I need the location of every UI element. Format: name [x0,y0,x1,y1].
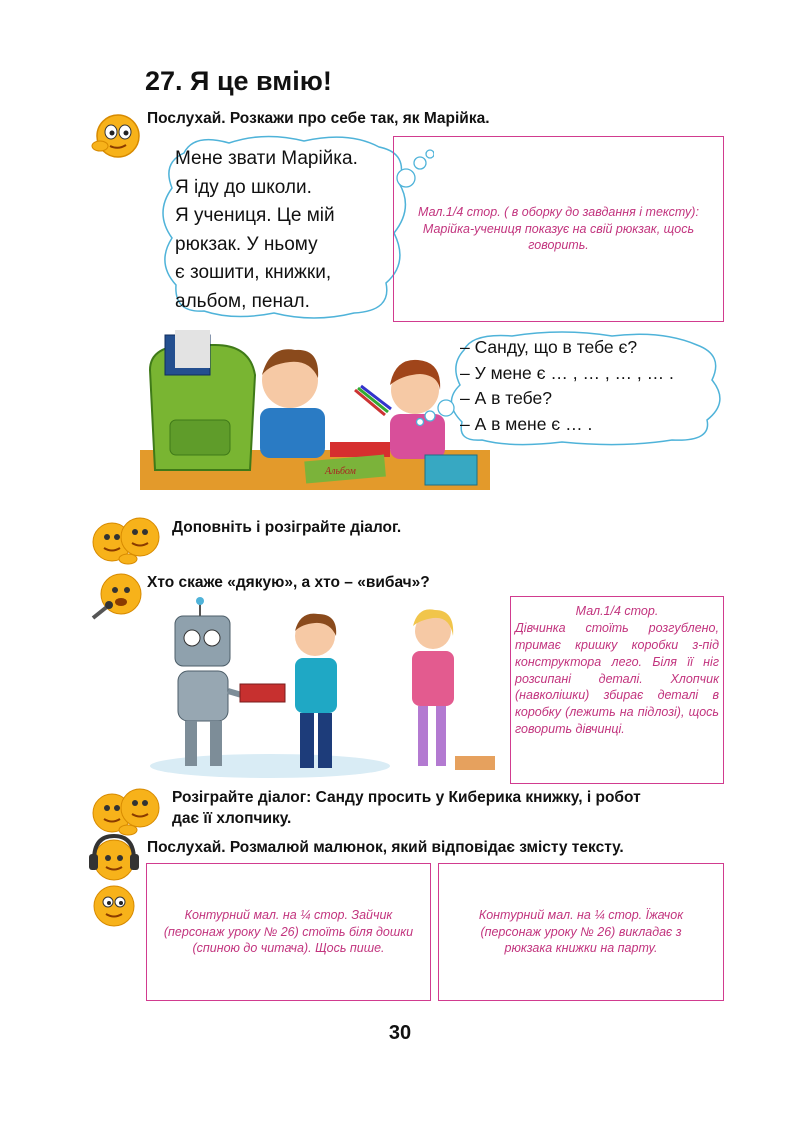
cloud-line: Я учениця. Це мій [175,205,335,226]
placeholder-heading: Мал.1/4 стор. [575,604,659,618]
album-label: Альбом [325,466,356,477]
two-smileys-icon [90,515,168,565]
dialog-line: – У мене є … , … , … , … . [460,362,674,383]
task4-instruction-line2: дає її хлопчику. [172,810,292,827]
robot-boy-girl-illustration [150,596,510,780]
placeholder-text: Контурний мал. на ¼ стор. Їжачок (персонаж уроку № 26) викладає з рюкзака книжки на парту. [478,907,684,956]
headphones-smiley-icon [86,834,142,932]
cloud-line: Мене звати Марійка. [175,148,358,169]
thinking-smiley-icon [88,110,142,160]
illustration-placeholder-bunny [146,863,431,1001]
two-smileys-icon [90,786,168,836]
cloud-line: Я іду до школи. [175,176,312,198]
task4-instruction-line1: Розіграйте діалог: Санду просить у Киберика книжку, і робот [172,789,641,806]
cloud-line: альбом, пенал. [175,290,310,312]
illustration-placeholder-hedgehog [438,863,724,1001]
dialog-line: – А в мене є … . [460,413,593,434]
task3-instruction: Хто скаже «дякую», а хто – «вибач»? [147,574,430,591]
dialog-line: – Санду, що в тебе є? [460,337,638,357]
dialog-text [460,335,674,437]
microphone-smiley-icon [88,570,143,622]
cloud-line: рюкзак. У ньому [175,233,318,255]
illustration-placeholder-marijka [393,136,724,322]
placeholder-text: Контурний мал. на ¼ стор. Зайчик (персонаж уроку № 26) стоїть біля дошки (спиною до читача). Щось пише. [163,907,414,956]
task5-instruction: Послухай. Розмалюй малюнок, який відповідає змісту тексту. [147,839,624,856]
placeholder-text: Дівчинка стоїть розгублено, тримає кришку коробки з-під конструктора лего. Біля її ніг розсипані деталі. Хлопчик (навколішки) збирає деталі в коробку (лежить на підлозі), щось говорить дівчинці. [515,620,719,737]
page-number: 30 [388,1022,412,1044]
illustration-placeholder-lego [510,596,724,784]
task2-instruction: Доповніть і розіграйте діалог. [172,519,402,536]
lesson-title: 27. Я це вмію! [145,66,332,96]
dialog-line: – А в тебе? [460,388,552,408]
task1-instruction: Послухай. Розкажи про себе так, як Марійка. [147,110,490,127]
cloud-line: є зошити, книжки, [175,262,332,283]
placeholder-text: Мал.1/4 стор. ( в оборку до завдання і тексту): Марійка-учениця показує на свій рюкзак, щось говорить. [418,204,699,253]
cloud-text [175,145,358,316]
